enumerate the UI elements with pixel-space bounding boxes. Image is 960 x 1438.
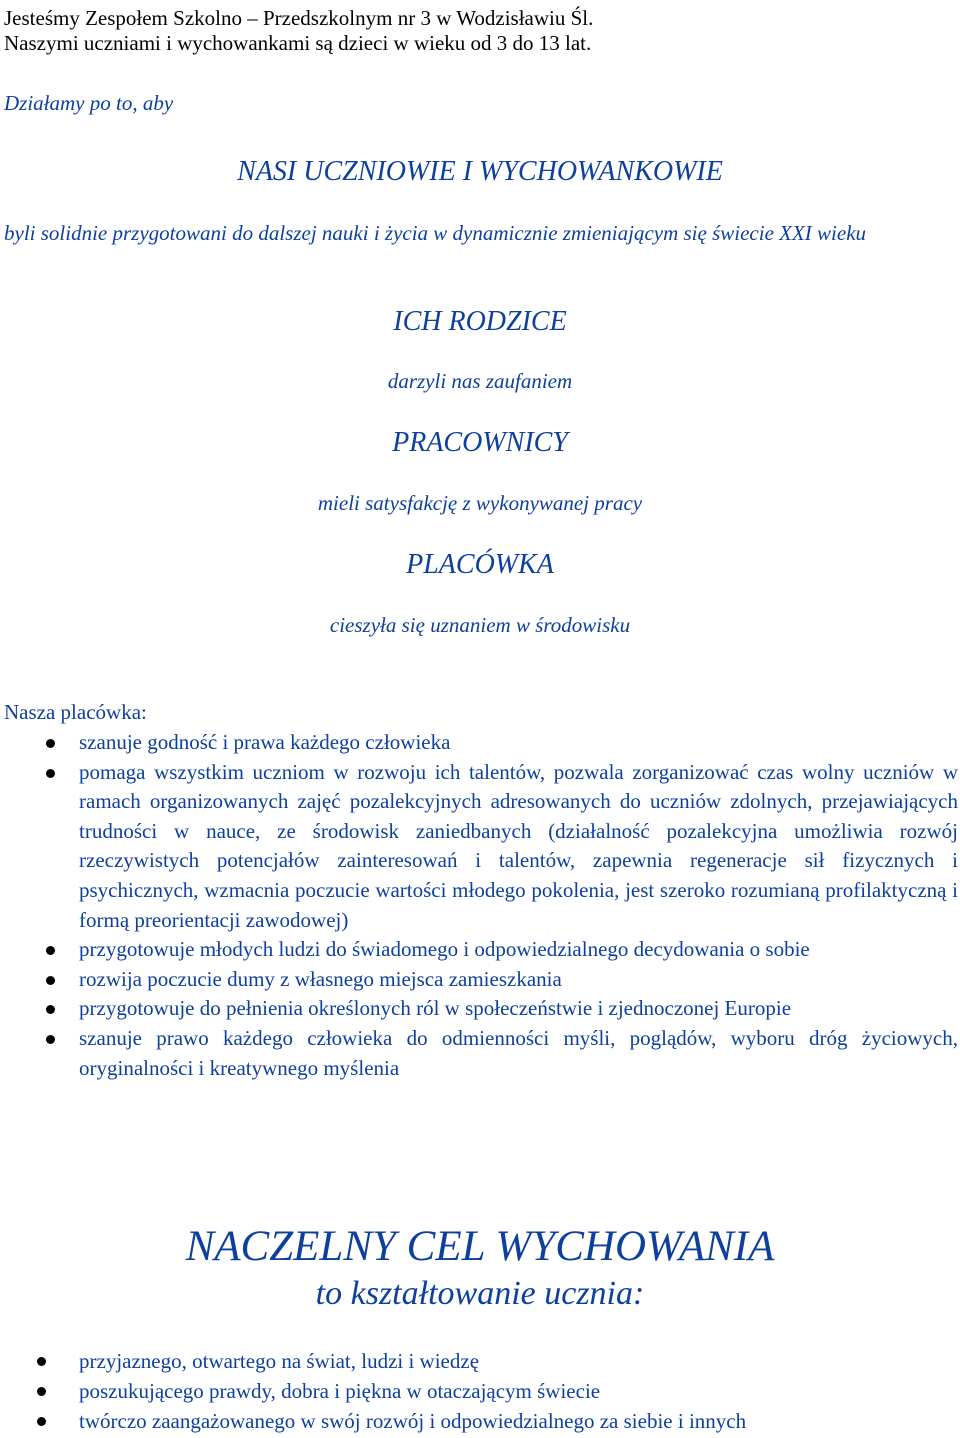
intro-line-2: Naszymi uczniami i wychowankami są dzieci w wieku od 3 do 13 lat. xyxy=(4,31,592,55)
staff-text: mieli satysfakcję z wykonywanej pracy xyxy=(317,491,643,515)
bullet-icon xyxy=(37,1357,46,1366)
list-item xyxy=(0,935,960,965)
bullet-icon xyxy=(46,976,55,985)
bullet-icon xyxy=(46,1035,55,1044)
students-heading: NASI UCZNIOWIE I WYCHOWANKOWIE xyxy=(237,156,723,187)
list-item xyxy=(0,965,960,995)
goal-subtitle: to kształtowanie ucznia: xyxy=(315,1275,645,1312)
intro-line-1: Jesteśmy Zespołem Szkolno – Przedszkolnym nr 3 w Wodzisławiu Śl. xyxy=(4,6,594,30)
list-item xyxy=(0,1406,960,1436)
parents-heading: ICH RODZICE xyxy=(393,306,567,337)
list-item xyxy=(0,758,960,936)
school-heading: PLACÓWKA xyxy=(406,549,554,580)
bullet-icon xyxy=(46,769,55,778)
our-school-label: Nasza placówka: xyxy=(4,700,147,724)
list-item-text: szanuje godność i prawa każdego człowieka xyxy=(79,730,451,754)
bullet-icon xyxy=(37,1387,46,1396)
students-text: byli solidnie przygotowani do dalszej nauki i życia w dynamicznie zmieniającym się świecie XXI wieku xyxy=(4,221,867,245)
parents-text: darzyli nas zaufaniem xyxy=(387,369,573,393)
bullet-icon xyxy=(46,739,55,748)
list-item-text: pomaga wszystkim uczniom w rozwoju ich talentów, pozwala zorganizować czas wolny uczniów w ramach organizowanych zajęć pozalekcyjnych adresowanych do uczniów zdolnych, przejawiających trudności w nauce, ze środowisk zaniedbanych (działalność pozalekcyjna umożliwia rozwój rzeczywistych potencjałów zainteresowań i talentów, zapewnia regeneracje sił fizycznych i psychicznych, wzmacnia poczucie wartości młodego pokolenia, jest szeroko rozumianą profilaktyczną i formą preorientacji zawodowej) xyxy=(79,759,958,932)
our-school-list xyxy=(0,728,960,1083)
list-item-text: przygotowuje do pełnienia określonych ról w społeczeństwie i zjednoczonej Europie xyxy=(79,996,792,1021)
list-item xyxy=(0,1346,960,1376)
list-item-text: twórczo zaangażowanego w swój rozwój i odpowiedzialnego za siebie i innych xyxy=(79,1409,747,1433)
bullet-icon xyxy=(46,946,55,955)
bullet-icon xyxy=(37,1417,46,1426)
staff-heading: PRACOWNICY xyxy=(392,427,568,458)
list-item xyxy=(0,1376,960,1406)
goal-list xyxy=(0,1346,960,1436)
intro-block xyxy=(4,6,954,56)
list-item-text: przyjaznego, otwartego na świat, ludzi i wiedzę xyxy=(79,1349,480,1373)
list-item xyxy=(0,994,960,1024)
vision-lead: Działamy po to, aby xyxy=(4,91,174,115)
goal-title: NACZELNY CEL WYCHOWANIA xyxy=(185,1223,775,1270)
list-item-text: rozwija poczucie dumy z własnego miejsca zamieszkania xyxy=(79,966,562,991)
list-item xyxy=(0,1024,960,1083)
list-item-text: przygotowuje młodych ludzi do świadomego i odpowiedzialnego decydowania o sobie xyxy=(79,937,810,962)
list-item-text: poszukującego prawdy, dobra i piękna w otaczającym świecie xyxy=(79,1379,601,1403)
school-text: cieszyła się uznaniem w środowisku xyxy=(329,613,631,637)
bullet-icon xyxy=(46,1005,55,1014)
list-item xyxy=(0,728,960,758)
list-item-text: szanuje prawo każdego człowieka do odmienności myśli, poglądów, wyboru dróg życiowych, oryginalności i kreatywnego myślenia xyxy=(79,1025,958,1080)
